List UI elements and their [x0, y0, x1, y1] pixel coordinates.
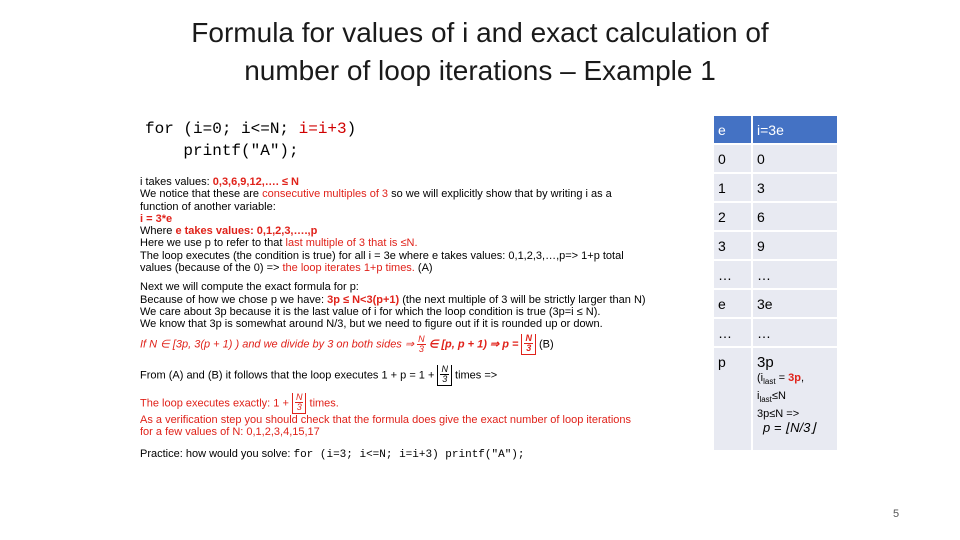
code-snippet	[145, 118, 356, 162]
spacer	[140, 438, 700, 448]
text-line: function of another variable:	[140, 200, 276, 213]
subscript: last	[759, 395, 772, 405]
text-line: for a few values of N: 0,1,2,3,4,15,17	[140, 425, 320, 438]
table-header-cell: e	[714, 116, 753, 143]
spacer	[140, 386, 700, 393]
floor-n-over-3	[437, 365, 452, 386]
text-line: We know that 3p is somewhat around N/3, but we need to figure out if it is rounded up or down.	[140, 318, 603, 331]
fraction-denominator: 3	[526, 342, 532, 353]
text-span: times.	[306, 396, 339, 409]
cell-note-line	[757, 389, 837, 407]
text-line: As a verification step you should check that the formula does give the exact number of loop iterations	[140, 413, 631, 426]
table-cell: …	[753, 261, 837, 288]
text-span: ,	[800, 372, 805, 384]
text-span: =	[775, 372, 789, 384]
table-cell: 1	[714, 174, 753, 201]
text-span: times =>	[451, 368, 498, 381]
table-cell: …	[714, 261, 753, 288]
code-line1-b: )	[346, 120, 357, 138]
cell-note-line: 3p≤N =>	[757, 408, 800, 421]
table-cell: …	[714, 319, 753, 346]
table-row	[714, 261, 837, 288]
practice-code: for (i=3; i<=N; i=i+3) printf("A");	[293, 449, 525, 462]
text-span: last multiple of 3 that is ≤N.	[285, 237, 418, 250]
text-line: Next we will compute the exact formula for p:	[140, 281, 359, 294]
text-span: (the next multiple of 3 will be strictly larger than N)	[399, 293, 646, 306]
spacer	[140, 355, 700, 365]
text-line	[140, 448, 700, 461]
subscript: last	[763, 377, 776, 387]
table-cell: 0	[753, 145, 837, 172]
text-span: 0,3,6,9,12,…. ≤ N	[212, 176, 299, 188]
title-line-2: number of loop iterations – Example 1	[244, 55, 716, 86]
table-row	[714, 348, 837, 450]
table-cell: p	[714, 348, 753, 450]
table-cell: e	[714, 290, 753, 317]
table-row	[714, 319, 837, 346]
table-cell: 6	[753, 203, 837, 230]
text-span: Here we use p to refer to that	[140, 237, 286, 250]
slide-title	[120, 14, 840, 90]
cell-note-line	[757, 371, 837, 389]
table-cell: 2	[714, 203, 753, 230]
explanation-text	[140, 176, 700, 461]
values-table	[714, 114, 837, 452]
table-cell: 3	[753, 174, 837, 201]
text-line	[140, 262, 700, 274]
text-span: 3p ≤ N<3(p+1)	[327, 293, 400, 306]
text-span: values (because of the 0) =>	[140, 262, 283, 275]
fraction-n-over-3	[295, 393, 304, 412]
table-row	[714, 290, 837, 317]
text-span: (i	[757, 372, 764, 384]
table-header-cell: i=3e	[753, 116, 837, 143]
table-header-row	[714, 116, 837, 143]
text-span: The loop executes exactly: 1 +	[140, 396, 292, 409]
text-span: From (A) and (B) it follows that the loop executes 1 + p = 1 +	[140, 368, 438, 381]
page-number: 5	[893, 508, 900, 520]
table-row	[714, 145, 837, 172]
text-span: i takes values:	[140, 176, 213, 188]
fraction-n-over-3	[440, 365, 449, 384]
table-cell: 9	[753, 232, 837, 259]
text-span: i	[757, 390, 760, 403]
table-cell: 3e	[753, 290, 837, 317]
text-line	[140, 393, 700, 414]
floor-n-over-3	[521, 334, 536, 355]
text-span: We notice that these are	[140, 188, 263, 201]
text-span: Practice: how would you solve:	[140, 448, 294, 461]
text-line: i = 3*e	[140, 212, 173, 225]
fraction-denominator: 3	[418, 343, 424, 354]
fraction-denominator: 3	[296, 401, 302, 412]
text-line	[140, 176, 700, 188]
fraction-denominator: 3	[442, 373, 448, 384]
text-line	[140, 294, 700, 306]
spacer	[140, 274, 700, 281]
floor-n-over-3	[292, 393, 307, 414]
table-cell: 0	[714, 145, 753, 172]
cell-note-line: p = ⌊N/3⌋	[763, 420, 816, 436]
fraction-numerator: N	[418, 333, 425, 344]
fraction-n-over-3	[417, 335, 426, 354]
text-line	[140, 188, 700, 200]
code-line1-a: for (i=0; i<=N;	[145, 120, 299, 138]
text-line: We care about 3p because it is the last value of i for which the loop condition is true (3p=i ≤ N).	[140, 305, 601, 318]
text-span: If N ∈ [3p, 3(p + 1) ) and we divide by 3 on both sides ⇒	[140, 337, 418, 350]
table-row	[714, 232, 837, 259]
table-cell: …	[753, 319, 837, 346]
table-cell	[753, 348, 837, 450]
cell-main: 3p	[757, 354, 774, 371]
text-line	[140, 334, 700, 355]
table-row	[714, 174, 837, 201]
text-line: The loop executes (the condition is true) for all i = 3e where e takes values: 0,1,2,3,…,p=> 1+p total	[140, 249, 624, 262]
code-line2: printf("A");	[145, 142, 299, 160]
title-line-1: Formula for values of i and exact calculation of	[191, 17, 769, 48]
text-span: the loop iterates 1+p times.	[282, 262, 415, 275]
table-cell: 3	[714, 232, 753, 259]
text-span: e takes values: 0,1,2,3,….,p	[175, 225, 318, 238]
text-line	[140, 237, 700, 249]
text-line	[140, 365, 700, 386]
text-span: ∈ [p, p + 1) ⇒ p =	[425, 337, 522, 350]
text-span: so we will explicitly show that by writing i as a	[388, 188, 612, 201]
text-span: consecutive multiples of 3	[262, 188, 389, 201]
fraction-numerator: N	[525, 332, 532, 343]
fraction-n-over-3	[524, 334, 533, 353]
text-line	[140, 225, 700, 237]
text-span: ≤N	[771, 390, 786, 403]
text-span: (A)	[414, 262, 433, 275]
fraction-numerator: N	[441, 363, 448, 374]
text-span: Because of how we chose p we have:	[140, 293, 328, 306]
code-line1-increment: i=i+3	[298, 120, 347, 138]
table-row	[714, 203, 837, 230]
fraction-numerator: N	[295, 391, 303, 402]
text-span: Where	[140, 225, 176, 238]
text-span: (B)	[535, 337, 554, 350]
text-span: 3p	[788, 372, 801, 384]
